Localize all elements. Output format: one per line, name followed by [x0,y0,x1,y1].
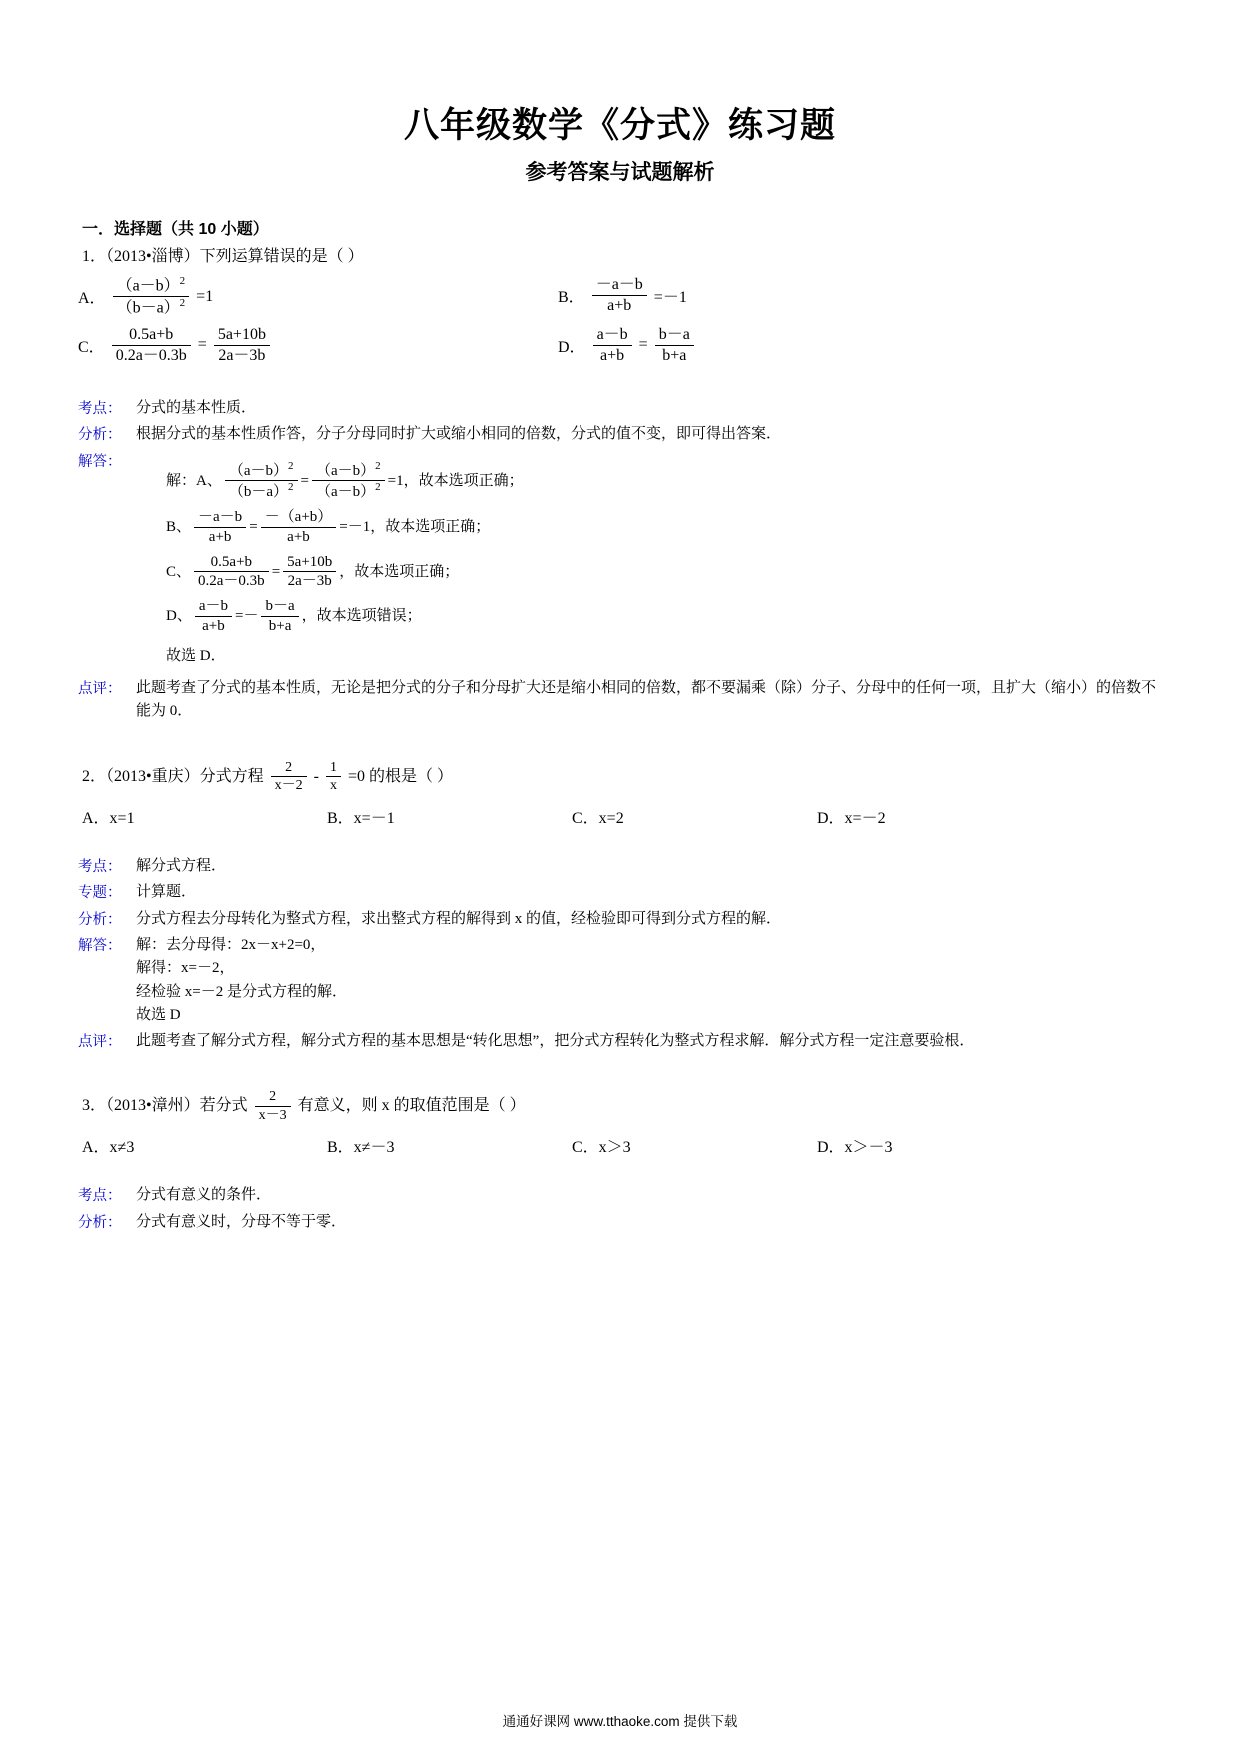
answer-b-equals: = [249,519,258,536]
jieda-label: 解答： [78,938,122,954]
answer-b-f2-num: －（a+b） [261,508,337,528]
answer-c-line [166,553,1162,592]
kaodian-text: 分式有意义的条件． [136,1187,272,1204]
question-2-zhuanti [78,881,1162,904]
question-2-kaodian [78,855,1162,878]
answer-a-fraction-1 [225,460,298,503]
q2-f2-den: x [329,778,337,794]
answer-c-fraction-1 [194,553,269,592]
answer-a-tail: =1，故本选项正确； [387,472,524,489]
answer-c-f2-num: 5a+10b [283,553,336,573]
question-1-options-row-2 [78,325,1162,366]
answer-a-f2-den-exp: 2 [375,481,381,494]
q2-f1-num: 2 [271,759,307,778]
option-c [78,325,558,366]
option-b-fraction [592,275,647,316]
option-c-tag: C． [78,338,105,356]
question-1-kaodian [78,397,1162,420]
kaodian-text: 分式的基本性质． [136,399,257,416]
answer-d-line [166,597,1162,636]
answer-c-prefix: C、 [166,563,192,580]
answer-b-tail: =－1，故本选项正确； [339,519,491,536]
answer-d-fraction-1 [195,597,232,636]
option-d-denominator-1: a+b [600,346,625,364]
answer-d-f2-num: b－a [261,597,298,617]
option-a-fraction [113,275,190,319]
answer-c-fraction-2 [283,553,336,592]
fenxi-text: 分式方程去分母转化为整式方程，求出整式方程的解得到 x 的值，经检验即可得到分式方程的解． [136,910,782,927]
option-c-equals: = [197,336,207,354]
kaodian-text: 解分式方程． [136,857,227,874]
question-1-options-row-1 [78,275,1162,319]
answer-d-f1-den: a+b [202,617,225,634]
fenxi-label: 分析： [78,911,122,928]
answer-a-fraction-2 [312,460,385,503]
section-heading: 一．选择题（共 10 小题） [82,221,269,238]
q2-f2-num: 1 [326,759,341,778]
jieda-line-4: 故选 D [136,1006,181,1023]
jieda-body [136,934,1162,1027]
dianping-text: 此题考查了分式的基本性质，无论是把分式的分子和分母扩大还是缩小相同的倍数，都不要漏乘（除）分子、分母中的任何一项，且扩大（缩小）的倍数不能为 0． [136,680,1157,720]
option-a-equals: =1 [196,287,214,305]
option-c-denominator-2: 2a－3b [218,346,266,364]
jieda-line-1: 解：去分母得：2x－x+2=0， [136,937,326,953]
q3-f1-num: 2 [255,1088,291,1107]
q3-option-c: C．x＞3 [572,1139,631,1157]
question-3-stem-pre: 3．（2013•漳州）若分式 [82,1097,248,1115]
answer-b-f1-den: a+b [208,528,232,545]
fenxi-label: 分析： [78,427,122,444]
answer-c-f2-den: 2a－3b [287,573,332,590]
question-2-minus: - [313,767,319,785]
fenxi-text: 根据分式的基本性质作答，分子分母同时扩大或缩小相同的倍数，分式的值不变，即可得出答案． [136,426,782,443]
fenxi-label: 分析： [78,1214,122,1231]
option-a-num-exponent: 2 [179,275,186,287]
q2-option-c: C．x=2 [572,809,624,827]
question-2-fraction-2 [326,759,341,795]
option-d-equals: = [638,336,648,354]
question-2-options [82,805,1162,828]
question-1-jieda [78,450,1162,675]
option-d-fraction-left [593,325,632,366]
q3-option-a: A．x≠3 [82,1139,135,1157]
answer-b-f2-den: a+b [287,528,310,545]
jieda-line-2: 解得：x=－2， [136,960,235,977]
option-a [78,275,558,319]
kaodian-label: 考点： [78,858,122,875]
answer-c-equals: = [271,563,281,580]
option-c-denominator-1: 0.2a－0.3b [115,346,187,364]
question-1-dianping [78,677,1162,724]
question-2-fraction-1 [271,759,307,795]
option-a-numerator: （a－b） [116,277,180,295]
answer-b-fraction-2 [261,508,337,547]
jieda-line-3: 经检验 x=－2 是分式方程的解． [136,983,347,1000]
answer-b-fraction-1 [194,508,246,547]
q3-f1-den: x－3 [258,1107,287,1123]
question-3-fraction [255,1088,291,1124]
option-d-denominator-2: b+a [662,346,687,364]
option-a-tag: A． [78,290,106,308]
question-2-stem-post: =0 的根是（ ） [347,767,453,785]
answer-a-f1-num-exp: 2 [288,459,294,472]
answer-d-prefix: D、 [166,608,192,625]
answer-b-f1-num: －a－b [194,508,246,528]
answer-c-f1-den: 0.2a－0.3b [198,573,265,590]
question-2-stem [82,759,1162,795]
page-subtitle: 参考答案与试题解析 [525,161,715,184]
dianping-text: 此题考查了解分式方程，解分式方程的基本思想是“转化思想”，把分式方程转化为整式方程求解．解分式方程一定注意要验根． [136,1033,975,1049]
answer-c-f1-num: 0.5a+b [194,553,269,573]
dianping-label: 点评： [78,1034,122,1050]
answer-d-f1-num: a－b [195,597,232,617]
answer-a-prefix: 解：A、 [166,472,222,489]
page-title: 八年级数学《分式》练习题 [403,106,836,145]
question-2-jieda [78,934,1162,1027]
option-d-numerator-2: b－a [655,325,694,346]
answer-b-prefix: B、 [166,519,192,536]
option-a-den-exponent: 2 [179,297,186,310]
answer-final: 故选 D． [166,647,226,664]
option-c-fraction-left [112,325,191,366]
kaodian-label: 考点： [78,1188,122,1205]
question-2-stem-pre: 2．（2013•重庆）分式方程 [82,767,264,785]
fenxi-text: 分式有意义时，分母不等于零． [136,1213,347,1230]
answer-d-equals: =－ [235,608,259,625]
answer-a-f2-den: （a－b） [315,484,376,501]
question-3-stem [82,1088,1162,1124]
question-3-kaodian [78,1184,1162,1207]
question-3-fenxi [78,1211,1162,1234]
question-2-dianping [78,1030,1162,1053]
option-b-equals: =－1 [653,289,687,306]
option-d-tag: D． [558,338,586,356]
option-d-fraction-right [655,325,694,366]
zhuanti-label: 专题： [78,885,122,902]
answer-c-tail: ，故本选项正确； [339,563,460,580]
jieda-label: 解答： [78,453,122,470]
answer-a-f1-den: （b－a） [228,484,289,501]
option-b [558,275,1038,316]
answer-a-f1-den-exp: 2 [288,481,294,494]
answer-a-line [166,460,1162,503]
option-d-numerator-1: a－b [593,325,632,346]
answer-b-line [166,508,1162,547]
kaodian-label: 考点： [78,400,122,417]
question-1-fenxi [78,423,1162,446]
jieda-body [136,454,1162,671]
option-b-numerator: －a－b [592,275,647,296]
option-b-tag: B． [558,289,585,306]
page-footer: 通通好课网 www.tthaoke.com 提供下载 [502,1714,738,1729]
answer-d-fraction-2 [261,597,298,636]
dianping-label: 点评： [78,681,122,698]
q2-f1-den: x－2 [274,778,303,794]
q2-option-a: A．x=1 [82,809,135,827]
q3-option-d: D．x＞－3 [817,1139,893,1157]
q3-option-b: B．x≠－3 [327,1139,395,1157]
option-b-denominator: a+b [607,297,632,314]
answer-d-tail: ，故本选项错误； [301,608,422,625]
option-d [558,325,1038,366]
option-c-numerator-2: 5a+10b [214,325,270,346]
question-1-stem: 1．（2013•淄博）下列运算错误的是（ ） [82,248,364,265]
answer-a-f1-num: （a－b） [228,462,289,479]
answer-d-f2-den: b+a [268,617,292,634]
option-a-denominator: （b－a） [116,299,180,317]
question-2-fenxi [78,908,1162,931]
answer-a-equals: = [300,472,309,489]
answer-a-f2-num: （a－b） [315,462,376,479]
q2-option-b: B．x=－1 [327,809,395,827]
q2-option-d: D．x=－2 [817,809,886,827]
option-c-numerator-1: 0.5a+b [112,325,191,346]
zhuanti-text: 计算题． [136,884,197,901]
question-3-options [82,1134,1162,1157]
answer-a-f2-num-exp: 2 [375,459,381,472]
option-c-fraction-right [214,325,270,366]
question-3-stem-post: 有意义，则 x 的取值范围是（ ） [297,1097,526,1115]
